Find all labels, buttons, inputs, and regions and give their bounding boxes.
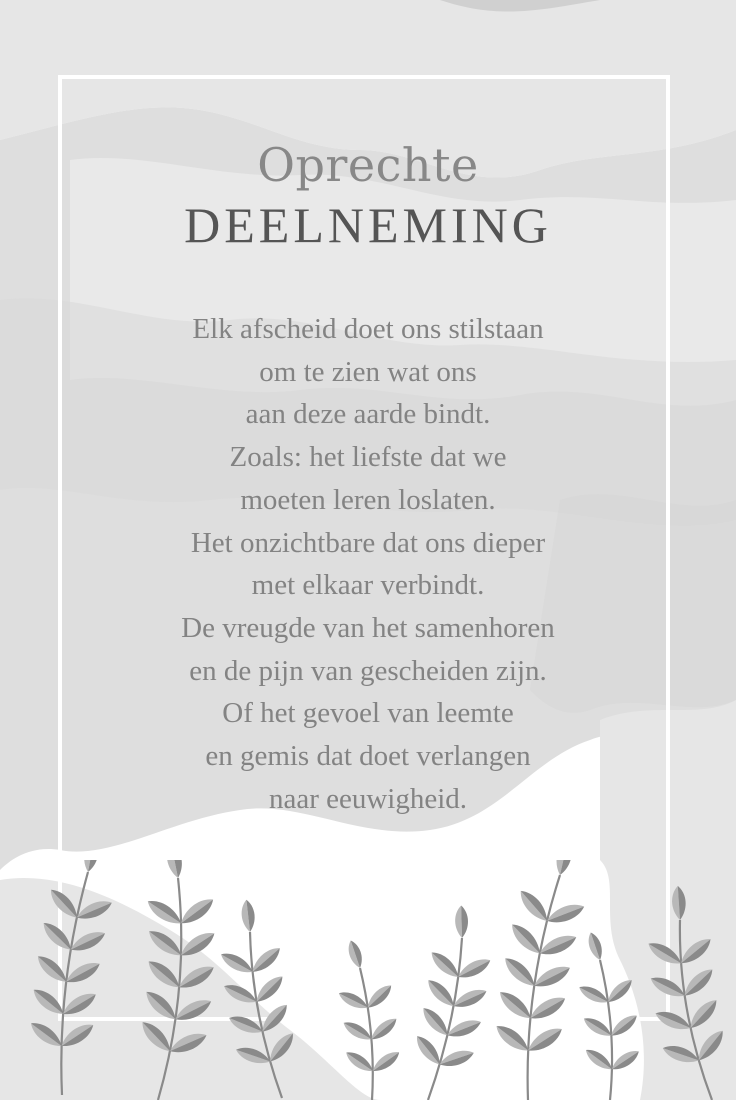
- leaf-sprig-icon: [336, 939, 402, 1100]
- poem-line: Elk afscheid doet ons stilstaan: [192, 313, 544, 345]
- poem-line: De vreugde van het samenhoren: [181, 611, 555, 644]
- poem-line: om te zien wat ons: [259, 355, 477, 388]
- leaf-sprig-icon: [412, 905, 493, 1100]
- leaf-sprig-icon: [218, 899, 298, 1098]
- poem-line: Het onzichtbare dat ons dieper: [190, 526, 546, 559]
- leaf-sprigs-icon: [0, 860, 736, 1100]
- leaf-sprig-icon: [27, 860, 114, 1095]
- poem-line: en gemis dat doet verlangen: [205, 740, 531, 773]
- card-script-title: Oprechte: [257, 138, 479, 192]
- poem-line: moeten leren loslaten.: [240, 483, 496, 516]
- poem-line: aan deze aarde bindt.: [245, 398, 491, 431]
- poem-text: [60, 308, 676, 820]
- poem-line: met elkaar verbindt.: [251, 569, 485, 602]
- leaf-sprig-icon: [492, 860, 587, 1100]
- poem-line: Zoals: het liefste dat we: [229, 441, 507, 474]
- poem-line: naar eeuwigheid.: [268, 782, 468, 815]
- leaf-sprig-icon: [577, 931, 642, 1100]
- leaf-sprig-icon: [137, 860, 218, 1100]
- card-main-title: DEELNEMING: [184, 197, 552, 253]
- poem-line: en de pijn van gescheiden zijn.: [189, 654, 547, 687]
- leaf-sprig-icon: [645, 885, 728, 1100]
- poem-line: Of het gevoel van leemte: [222, 697, 514, 730]
